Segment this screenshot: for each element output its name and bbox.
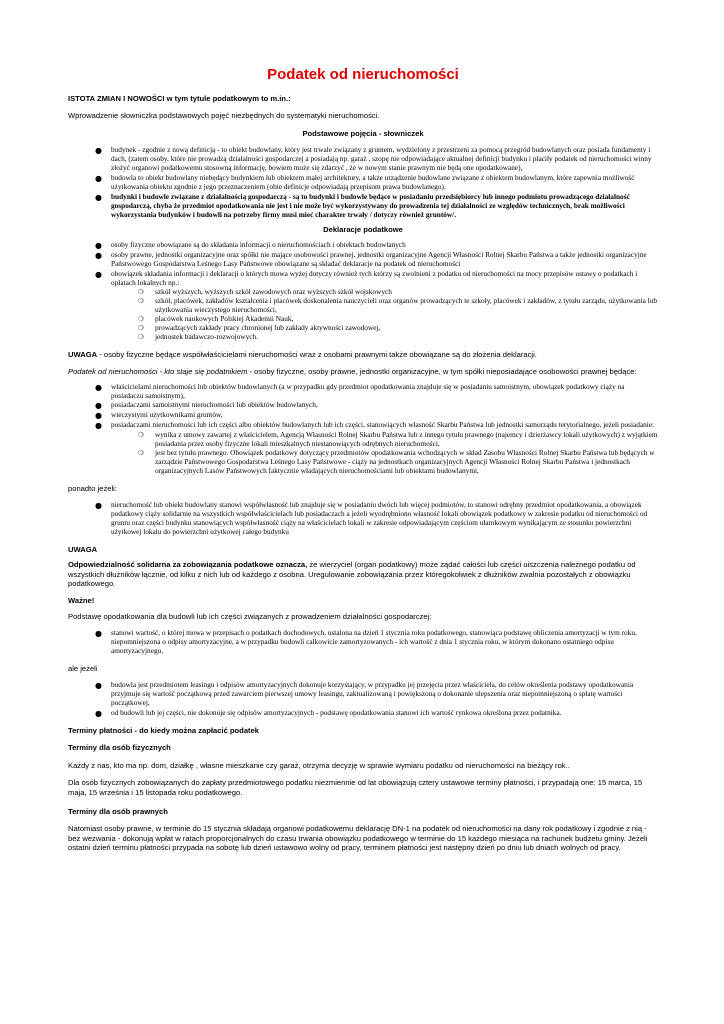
bullet-icon: ● <box>95 681 102 691</box>
bullet-icon: ● <box>95 269 102 279</box>
list-item-text: posiadaczami samoistnymi nieruchomości lub obiektów budowlanych, <box>111 400 318 410</box>
sublist-item-text: jest bez tytułu prawnego. Obowiązek podatkowy dotyczący przedmiotów opodatkowania wchodzących w skład Zasobu Własności Rolnej Skarbu Państwa lub będących w zarządzie Państwowego Gospodarstwa Leśnego Lasy Państwowe - ciąży na jednostkach organizacyjnych Agencji Własności Rolnej Skarbu Państwa i jednostkach organizacyjnych Lasów Państwowych faktycznie władających nieruchomościami lub obiektami budowlanymi, <box>155 448 655 475</box>
bullet-icon: ● <box>95 501 102 511</box>
terminy-heading: Terminy płatności - do kiedy można zapłacić podatek <box>68 725 260 735</box>
list-item <box>68 421 658 475</box>
wazne-label: Ważne! <box>68 596 95 606</box>
list-item-text: osoby fizyczne obowiązane są do składania informacji o nieruchomościach i obiektach budowlanych <box>111 239 406 249</box>
sublist-item-text: prowadzących zakłady pracy chronionej lub zakłady aktywności zawodowej, <box>155 323 381 333</box>
bullet-icon: ● <box>95 173 102 183</box>
declarations-list <box>68 241 658 342</box>
section-heading-deklaracje: Deklaracje podatkowe <box>323 225 403 235</box>
sublist-item-text: jednostek badawczo-rozwojowych. <box>155 331 258 341</box>
list-item <box>68 411 658 420</box>
wazne-intro: Podstawę opodatkowania dla budowli lub ich części związanych z prowadzeniem działalności gospodarczej: <box>68 611 432 621</box>
uwaga2-bold-lead: Odpowiedzialność solidarna za zobowiązania podatkowe oznacza, <box>68 560 308 570</box>
sublist-item-text: placówek naukowych Polskiej Akademii Nauk, <box>155 314 294 324</box>
leasing-list <box>68 681 658 718</box>
circle-bullet-icon: ❍ <box>138 288 144 297</box>
bullet-icon: ● <box>95 629 102 639</box>
list-item-text: osoby prawne, jednostki organizacyjne oraz spółki nie mające osobowości prawnej, jednostki organizacyjne Agencji Własności Rolnej Skarbu Państwa a także jednostki organizacyjne Państwowego Gospodarstwa Leśnego Lasy Państwowe obowiązane są składać deklaracje na podatek od nieruchomości <box>111 249 647 268</box>
sublist-item-text: wynika z umowy zawartej z właścicielem, Agencją Własności Rolnej Skarbu Państwa lub z innego tytułu prawnego (najemcy i dzierżawcy lokali użytkowych) z wyjątkiem posiadania przez osoby fizyczne lokali mieszkalnych niestanowiących odrębnych nieruchomości, <box>155 430 658 449</box>
sublist-item <box>68 431 658 449</box>
section-heading-slowniczek: Podstawowe pojęcia - słowniczek <box>302 128 424 138</box>
list-item-text: od budowli lub jej części, nie dokonuje się odpisów amortyzacyjnych - podstawę opodatkowania stanowi ich wartość rynkowa określona przez podatnika. <box>111 708 562 718</box>
uwaga-label: UWAGA <box>68 349 98 359</box>
list-item-text: budowla jest przedmiotem leasingu i odpisów amortyzacyjnych dokonuje korzystający, w przypadku jej przejęcia przez właściciela, do celów określenia podstawy opodatkowania przyjmuje się wartość początkową przed zawarciem pierwszej umowy leasingu, zaktualizowaną i powiększoną o dokonanie ulepszenia oraz niepomniejszoną o spłatę wartości początkowej, <box>111 680 634 708</box>
intro-heading: ISTOTA ZMIAN I NOWOŚCI w tym tytule podatkowym to m.in.: <box>68 94 291 103</box>
sublist-item <box>68 449 658 476</box>
list-item <box>68 681 658 708</box>
bullet-icon: ● <box>95 421 102 431</box>
uwaga2-paragraph <box>68 560 658 588</box>
terminy-fiz-heading: Terminy dla osób fizycznych <box>68 743 171 753</box>
uwaga2-text: że wierzyciel (organ podatkowy) może żądać całości lub części uiszczenia należnego podatku od wszystkich dłużników łącznie, od kilku z nich lub od każdego z osobna. Uregulowanie zobowiązania przez któregokolwiek z dłużników zwalnia pozostałych z obowiązku podatkowego. <box>68 560 636 588</box>
circle-bullet-icon: ❍ <box>138 332 144 341</box>
list-item-text: nieruchomość lub obiekt budowlany stanowi współwłasność lub znajduje się w posiadaniu dwóch lub więcej podmiotów, to stanowi odrębny przedmiot opodatkowania, a obowiązek podatkowy ciąży solidarnie na wszystkich współwłaścicielach lub posiadaczach a jeżeli wyodrębniono własność lokali obowiązek podatkowy w zakresie podatku od nieruchomości od gruntu oraz części budynku stanowiących współwłasność ciąży na właścicielach lokali w zakresie odpowiadającym częściom ułamkowym wynikającym ze stosunku powierzchni użytkowej lokalu do powierzchni użytkowej całego budynku <box>111 500 648 536</box>
page-title: Podatek od nieruchomości <box>267 66 459 83</box>
uwaga2-label: UWAGA <box>68 544 98 554</box>
who-lead: Podatek od nieruchomości - kto staje się podatnikiem - <box>68 367 255 377</box>
list-item <box>68 629 658 656</box>
circle-bullet-icon: ❍ <box>138 449 144 457</box>
list-item <box>68 501 658 537</box>
ponadto-list <box>68 501 658 537</box>
who-paragraph <box>68 367 658 376</box>
list-item <box>68 709 658 718</box>
terminy-fiz-text2: Dla osób fizycznych zobowiązanych do zapłaty przedmiotowego podatku niezmiennie od lat obowiązują cztery ustawowe terminy płatności, i przypadają one: 15 marca, 15 maja, 15 września i 15 listopada roku podatkowego. <box>68 778 643 797</box>
bullet-icon: ● <box>95 709 102 719</box>
circle-bullet-icon: ❍ <box>138 431 144 440</box>
list-item <box>68 383 658 401</box>
circle-bullet-icon: ❍ <box>138 315 144 324</box>
list-item <box>68 146 658 173</box>
list-item <box>68 401 658 410</box>
list-item <box>68 251 658 269</box>
list-item-text: wieczystymi użytkownikami gruntów, <box>111 410 223 420</box>
terminy-pr-heading: Terminy dla osób prawnych <box>68 806 168 816</box>
definition-budynek: budynek - zgodnie z nową definicją - to obiekt budowlany, który jest trwale związany z gruntem, wydzielony z przestrzeni za pomocą przegród budowlanych oraz posiada fundamenty i dach, (zatem osoby, które nie prowadzą działalności gospodarczej a posiadają np. garaż , szopę nie odpowiadające aktualnej definicji budynku i płaciły podatek od nieruchomości winny złożyć organowi podatkowemu stosowną informację, bowiem może się zdarzyć , że w nowym stanie prawnym nie będą one opodatkowane), <box>111 145 652 173</box>
ponadto-label: ponadto jeżeli: <box>68 483 117 493</box>
list-item-text: posiadaczami nieruchomości lub ich części albo obiektów budowlanych lub ich części, stanowiących własność Skarbu Państwa lub jednostki samorządu terytorialnego, jeżeli posiadanie: <box>111 420 655 430</box>
circle-bullet-icon: ❍ <box>138 297 144 306</box>
wazne-list <box>68 629 658 656</box>
uwaga-note <box>68 350 658 359</box>
taxpayers-list <box>68 383 658 476</box>
bullet-icon: ● <box>95 192 102 202</box>
bullet-icon: ● <box>95 411 102 421</box>
sublist-item <box>68 333 658 342</box>
terminy-pr-text: Natomiast osoby prawne, w terminie do 15 stycznia składają organowi podatkowemu deklarację DN-1 na podatek od nieruchomości na dany rok podatkowy i zgodnie z nią - bez wezwania - dokonują wpłat w ratach proporcjonalnych do czasu trwania obowiązku podatkowego w terminie do 15 każdego miesiąca na rachunek budżetu gminy. Jeżeli ostatni dzień terminu płatności przypada na sobotę lub dzień ustawowo wolny od pracy, terminem płatności jest następny dzień po dniu lub dniach wolnych od pracy. <box>68 824 648 853</box>
list-item <box>68 193 658 220</box>
sublist-item-text: szkół, placówek, zakładów kształcenia i placówek doskonalenia nauczycieli oraz organów prowadzących te szkoły, placówek i zakładów, z tytułu zarządu, użytkowania lub użytkowania wieczystego nieruchomości, <box>155 296 658 315</box>
who-text: osoby fizyczne, osoby prawne, jednostki organizacyjne, w tym spółki nieposiadające osobowości prawnej będące: <box>254 367 637 377</box>
circle-bullet-icon: ❍ <box>138 324 144 333</box>
terminy-fiz-text1: Każdy z nas, kto ma np. dom, działkę , własne mieszkanie czy garaż, otrzyma decyzję w sprawie wymiaru podatku od nieruchomości na bieżący rok.. <box>68 760 570 770</box>
bullet-icon: ● <box>95 250 102 260</box>
definition-dzialalnosc: budynki i budowle związane z działalnością gospodarczą - są to budynki i budowle będące w posiadaniu przedsiębiorcy lub innego podmiotu prowadzącego działalność gospodarczą, chyba że przedmiot opodatkowania nie jest i nie może być wykorzystywany do prowadzenia tej działalności ze względów technicznych, brak możliwości wykorzystania budynków i budowli na potrzeby firmy musi mieć charakter trwały / dotyczy również gruntów/. <box>111 191 630 219</box>
sublist-item-text: szkół wyższych, wyższych szkół zawodowych oraz wyższych szkół wojskowych <box>155 287 392 297</box>
document-page <box>68 66 658 853</box>
bullet-icon: ● <box>95 401 102 411</box>
list-item-text: stanowi wartość, o której mowa w przepisach o podatkach dochodowych, ustalona na dzień 1 stycznia roku podatkowego, stanowiąca podstawę obliczenia amortyzacji w tym roku, niepomniejszona o odpisy amortyzacyjne, a w przypadku budowli całkowicie zamortyzowanych - ich wartość z dnia 1 stycznia roku, w którym dokonano ostatniego odpisu amortyzacyjnego, <box>111 628 637 655</box>
exemption-sublist <box>68 288 658 341</box>
sublist-item <box>68 297 658 315</box>
intro-text: Wprowadzenie słowniczka podstawowych pojęć niezbędnych do systematyki nieruchomości. <box>68 111 380 121</box>
list-item-text: obowiązek składania informacji i deklaracji o których mowa wyżej dotyczy również tych którzy są zwolnieni z podatku od nieruchomości na mocy przepisów ustawy o podatkach i opłatach lokalnych np.: <box>111 268 638 287</box>
possession-sublist <box>68 431 658 476</box>
bullet-icon: ● <box>95 240 102 250</box>
bullet-icon: ● <box>95 146 102 156</box>
ale-jezeli: ale jeżeli <box>68 663 98 673</box>
uwaga-text: - osoby fizyczne będące współwłaścicielami nieruchomości wraz z osobami prawnymi także obowiązane są do złożenia deklaracji. <box>97 349 537 359</box>
definition-budowla: budowla to obiekt budowlany niebędący budynkiem lub obiektem małej architektury, a także urządzenie budowlane związane z obiektem budowlanym, które zapewnia możliwość użytkowania obiektu zgodnie z jego przeznaczeniem (obie definicje odpowiadają przepisom prawa budowlanego). <box>111 172 635 191</box>
list-item <box>68 270 658 342</box>
list-item <box>68 174 658 192</box>
bullet-icon: ● <box>95 382 102 392</box>
list-item <box>68 241 658 250</box>
definitions-list <box>68 146 658 219</box>
list-item-text: właścicielami nieruchomości lub obiektów budowlanych (a w przypadku gdy przedmiot opodatkowania znajduje się w posiadaniu samoistnym, obowiązek podatkowy ciąży na posiadaczu samoistnym), <box>111 381 625 400</box>
